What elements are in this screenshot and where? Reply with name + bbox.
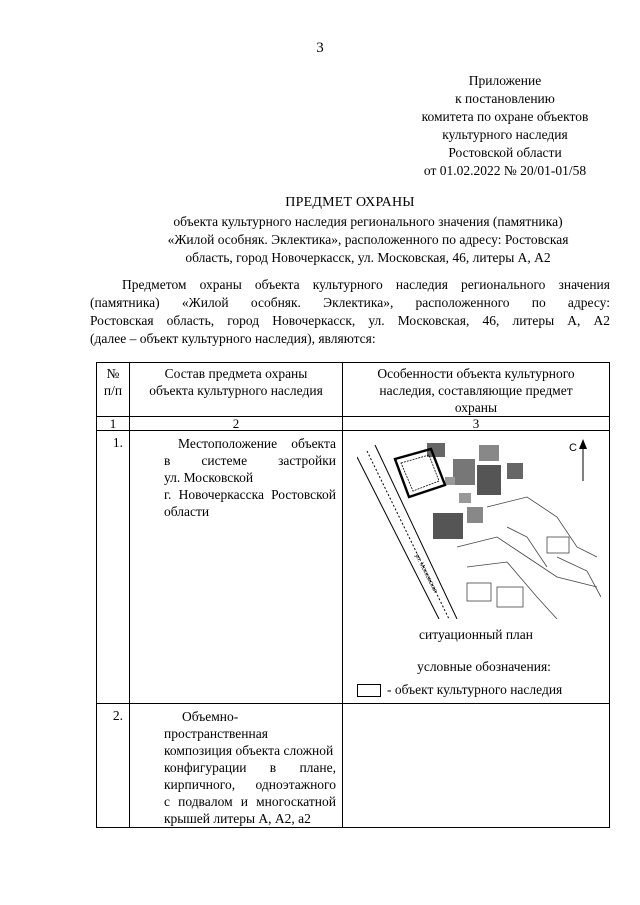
header-text: п/п xyxy=(103,383,123,398)
appendix-line: Приложение xyxy=(468,73,542,88)
appendix-line: от 01.02.2022 № 20/01-01/58 xyxy=(423,163,587,178)
intro-line: Предметом охраны объекта культурного наследия регионального значения xyxy=(122,277,610,292)
composition-line: Объемно-пространственная xyxy=(164,709,268,741)
protection-table xyxy=(96,362,610,828)
header-cell-composition xyxy=(130,363,343,417)
row-number-cell xyxy=(97,704,130,828)
subtitle-line: «Жилой особняк. Эклектика», расположенного по адресу: Ростовская xyxy=(167,232,569,247)
table-header-row xyxy=(97,363,610,417)
appendix-line: культурного наследия xyxy=(442,127,568,142)
table-row xyxy=(97,704,610,828)
table-row xyxy=(97,431,610,704)
column-number: 1 xyxy=(97,417,130,431)
appendix-line: комитета по охране объектов xyxy=(421,109,589,124)
intro-line: (далее – объект культурного наследия), являются: xyxy=(90,331,376,346)
features-cell xyxy=(343,704,610,828)
composition-line: с подвалом и многоскатной xyxy=(164,794,336,809)
north-label: С xyxy=(569,442,577,454)
map-caption: ситуационный план xyxy=(419,627,533,642)
intro-line: Ростовская область, город Новочеркасск, ул. Московская, 46, литеры А, А2 xyxy=(90,313,610,328)
composition-line: композиция объекта сложной xyxy=(164,743,334,758)
header-text: Состав предмета охраны xyxy=(164,366,308,381)
column-number: 3 xyxy=(343,417,610,431)
legend-title: условные обозначения: xyxy=(417,659,551,674)
composition-line: ул. Московской xyxy=(164,470,254,485)
header-cell-features xyxy=(343,363,610,417)
document-title: ПРЕДМЕТ ОХРАНЫ xyxy=(285,195,415,210)
appendix-line: Ростовской области xyxy=(448,145,562,160)
composition-cell xyxy=(130,431,343,704)
street-label: ул. Московская xyxy=(413,553,438,594)
document-subtitle xyxy=(128,213,608,267)
composition-line: Местоположение объекта xyxy=(178,436,336,451)
header-text: Особенности объекта культурного xyxy=(377,366,575,381)
composition-line: конфигурации в плане, xyxy=(164,760,336,775)
header-text: объекта культурного наследия xyxy=(149,383,323,398)
subtitle-line: область, город Новочеркасск, ул. Московская, 46, литеры А, А2 xyxy=(185,250,551,265)
column-number: 2 xyxy=(130,417,343,431)
header-text: № xyxy=(106,366,120,381)
composition-line: в системе застройки xyxy=(164,453,336,468)
features-cell xyxy=(343,431,610,704)
intro-line: (памятника) «Жилой особняк. Эклектика», расположенного по адресу: xyxy=(90,295,610,310)
row-number: 1. xyxy=(112,435,123,450)
composition-line: кирпичного, одноэтажного xyxy=(164,777,336,792)
appendix-header xyxy=(380,72,630,180)
column-number-row xyxy=(97,417,610,431)
row-number-cell xyxy=(97,431,130,704)
page-number: 3 xyxy=(316,40,324,56)
composition-line: крышей литеры А, А2, а2 xyxy=(164,811,311,826)
composition-cell xyxy=(130,704,343,828)
row-number: 2. xyxy=(112,708,123,723)
situation-plan xyxy=(343,431,609,703)
intro-paragraph xyxy=(90,276,610,348)
composition-line: г. Новочеркасска Ростовской xyxy=(164,487,336,502)
header-text: наследия, составляющие предмет xyxy=(379,383,573,398)
subtitle-line: объекта культурного наследия регионального значения (памятника) xyxy=(173,214,563,229)
appendix-line: к постановлению xyxy=(455,91,555,106)
legend-item: - объект культурного наследия xyxy=(387,682,563,697)
situation-plan-map xyxy=(357,437,601,619)
legend-swatch xyxy=(357,684,381,697)
header-text: охраны xyxy=(454,400,498,415)
header-cell-number xyxy=(97,363,130,417)
composition-line: области xyxy=(164,504,210,519)
